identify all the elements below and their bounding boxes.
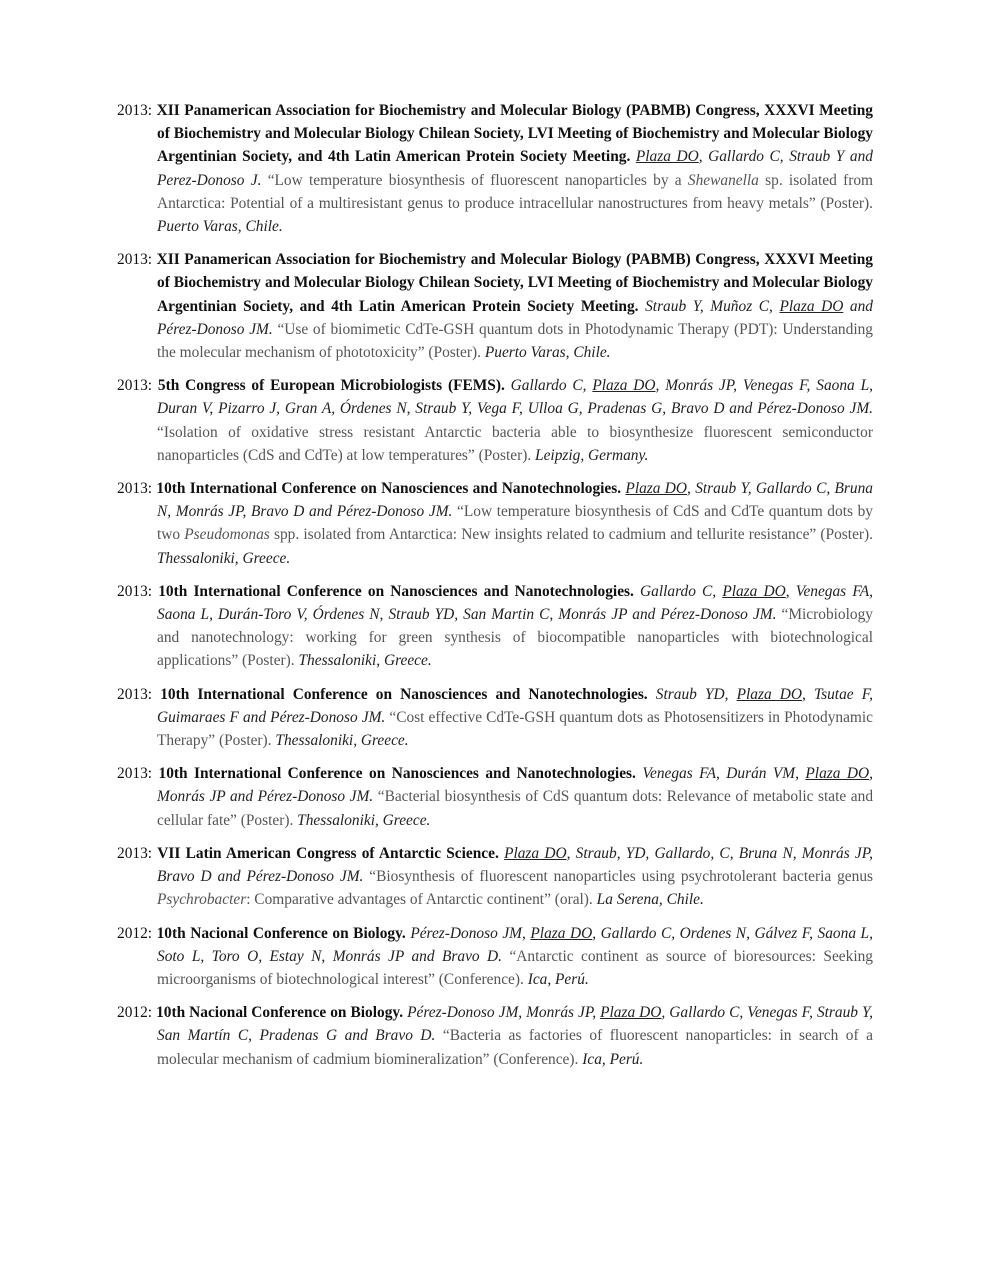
entry-year: 2012: [117,1004,153,1022]
entry-year: 2013: [117,582,153,600]
authors-after: , Venegas FA, Saona L, Durán-Toro V, Órdenes N, Straub YD, San Martin C, Monrás JP and Pérez-Donoso JM. [157,582,873,624]
event-location: Puerto Varas, Chile. [157,218,283,236]
title-part: “Biosynthesis of fluorescent nanoparticles using psychrotolerant bacteria genus [369,868,874,886]
entry-year: 2012: [117,924,153,942]
title-part: “Antarctic continent as source of bioresources: Seeking microorganisms of biotechnological interest” (Conference). [157,947,873,988]
highlighted-author: Plaza DO [592,377,656,395]
authors-before: Straub YD, [655,685,737,703]
highlighted-author: Plaza DO [722,582,786,600]
title-part: sp. isolated from Antarctica: Potential of a multiresistant genus to produce intracellular nanostructures from heavy metals” (Poster). [157,171,873,212]
conference-entry [117,762,873,832]
authors-before: Straub Y, Muñoz C, [645,297,780,315]
conference-entry [117,683,873,753]
entry-year: 2013: [117,102,153,119]
title-part: “Low temperature biosynthesis of fluorescent nanoparticles by a [267,171,688,189]
authors-before: Venegas FA, Durán VM, [642,765,806,783]
title-part: “Bacteria as factories of fluorescent nanoparticles: in search of a molecular mechanism of cadmium biomineralization” (Conference). [157,1027,873,1068]
presentation-title [157,424,873,464]
event-name: 10th International Conference on Nanosciences and Nanotechnologies. [156,480,622,498]
conference-entry [117,99,873,238]
authors-after: , Tsutae F, Guimaraes F and Pérez-Donoso JM. [157,685,873,726]
event-name: 5th Congress of European Microbiologists (FEMS). [157,377,505,395]
conference-entry [117,374,873,467]
event-location: Ica, Perú. [582,1050,644,1068]
event-location: Leipzig, Germany. [535,446,649,464]
event-location: Thessaloniki, Greece. [298,652,432,670]
title-part: : Comparative advantages of Antarctic continent” (oral). [246,891,593,909]
conference-entry [117,248,873,364]
event-name: VII Latin American Congress of Antarctic Science. [157,844,499,862]
event-name: 10th International Conference on Nanosciences and Nanotechnologies. [158,582,634,600]
authors-after: , Monrás JP and Pérez-Donoso JM. [157,765,873,806]
event-location: Thessaloniki, Greece. [297,811,431,829]
title-part: “Bacterial biosynthesis of CdS quantum dots: Relevance of metabolic state and cellular fate” (Poster). [157,788,874,829]
conference-entry [117,922,873,992]
authors-before: Pérez-Donoso JM, Monrás JP, [407,1004,601,1022]
event-location: Ica, Perú. [527,970,589,988]
entry-year: 2013: [117,685,153,703]
authors-after: , Monrás JP, Venegas F, Saona L, Duran V, Pizarro J, Gran A, Órdenes N, Straub Y, Vega F, Ulloa G, Pradenas G, Bravo D and Pérez-Donoso JM. [157,377,873,418]
entry-year: 2013: [117,377,153,395]
highlighted-author: Plaza DO [625,480,688,498]
entry-year: 2013: [117,251,153,269]
title-species: Psychrobacter [157,891,247,909]
authors-after: , Gallardo C, Venegas F, Straub Y, San Martín C, Pradenas G and Bravo D. [157,1004,873,1045]
highlighted-author: Plaza DO [805,765,870,783]
conference-list [117,99,873,1081]
highlighted-author: Plaza DO [779,297,844,315]
authors-before: Gallardo C, [510,377,593,395]
event-name: 10th Nacional Conference on Biology. [156,1004,404,1022]
title-species: Shewanella [687,171,759,189]
entry-year: 2013: [117,844,153,862]
authors-after: , Gallardo C, Straub Y and Perez-Donoso J. [157,148,873,189]
conference-entry [117,580,873,673]
presentation-title [157,172,873,212]
title-part: “Isolation of oxidative stress resistant Antarctic bacteria able to biosynthesize fluorescent semiconductor nanoparticles (CdS and CdTe) at low temperatures” (Poster). [157,423,873,464]
event-location: Thessaloniki, Greece. [157,549,291,567]
title-part: “Low temperature biosynthesis of CdS and CdTe quantum dots by two [157,503,873,544]
title-part: spp. isolated from Antarctica: New insights related to cadmium and tellurite resistance” (Poster). [269,526,873,544]
title-part: “Microbiology and nanotechnology: working for green synthesis of biocompatible nanoparticles with biotechnological applications” (Poster). [157,606,873,670]
event-name: XII Panamerican Association for Biochemistry and Molecular Biology (PABMB) Congress, XXXVI Meeting of Biochemistry and Molecular Biology Chilean Society, LVI Meeting of Biochemistry and Molecular Biology Argentinian Society, and 4th Latin American Protein Society Meeting. [156,102,873,166]
highlighted-author: Plaza DO [504,844,567,862]
highlighted-author: Plaza DO [600,1004,662,1022]
authors-before: Pérez-Donoso JM, [410,924,531,942]
event-location: La Serena, Chile. [596,891,704,909]
conference-entry [117,842,873,912]
event-name: XII Panamerican Association for Biochemistry and Molecular Biology (PABMB) Congress, XXXVI Meeting of Biochemistry and Molecular Biology Chilean Society, LVI Meeting of Biochemistry and Molecular Biology Argentinian Society, and 4th Latin American Protein Society Meeting. [156,251,873,315]
title-part: “Cost effective CdTe-GSH quantum dots as Photosensitizers in Photodynamic Therapy” (Poster). [157,708,874,750]
authors-after: , Gallardo C, Ordenes N, Gálvez F, Saona L, Soto L, Toro O, Estay N, Monrás JP and Bravo D. [157,924,873,965]
authors-after: , Straub, YD, Gallardo, C, Bruna N, Monrás JP, Bravo D and Pérez-Donoso JM. [157,844,873,886]
event-location: Puerto Varas, Chile. [484,344,611,362]
event-name: 10th Nacional Conference on Biology. [156,924,406,942]
title-part: “Use of biomimetic CdTe-GSH quantum dots in Photodynamic Therapy (PDT): Understanding the molecular mechanism of phototoxicity” (Poster). [157,320,873,362]
event-location: Thessaloniki, Greece. [275,732,409,750]
event-name: 10th International Conference on Nanosciences and Nanotechnologies. [160,685,648,703]
entry-year: 2013: [117,765,153,783]
authors-before: Gallardo C, [640,582,723,600]
event-name: 10th International Conference on Nanosciences and Nanotechnologies. [158,765,636,783]
highlighted-author: Plaza DO [635,148,699,166]
highlighted-author: Plaza DO [530,924,593,942]
authors-after: and Pérez-Donoso JM. [157,297,873,338]
authors-after: , Straub Y, Gallardo C, Bruna N, Monrás JP, Bravo D and Pérez-Donoso JM. [157,480,873,521]
conference-entry [117,477,873,570]
title-species: Pseudomonas [184,526,270,544]
conference-entry [117,1001,873,1071]
entry-year: 2013: [117,480,153,498]
highlighted-author: Plaza DO [736,685,803,703]
